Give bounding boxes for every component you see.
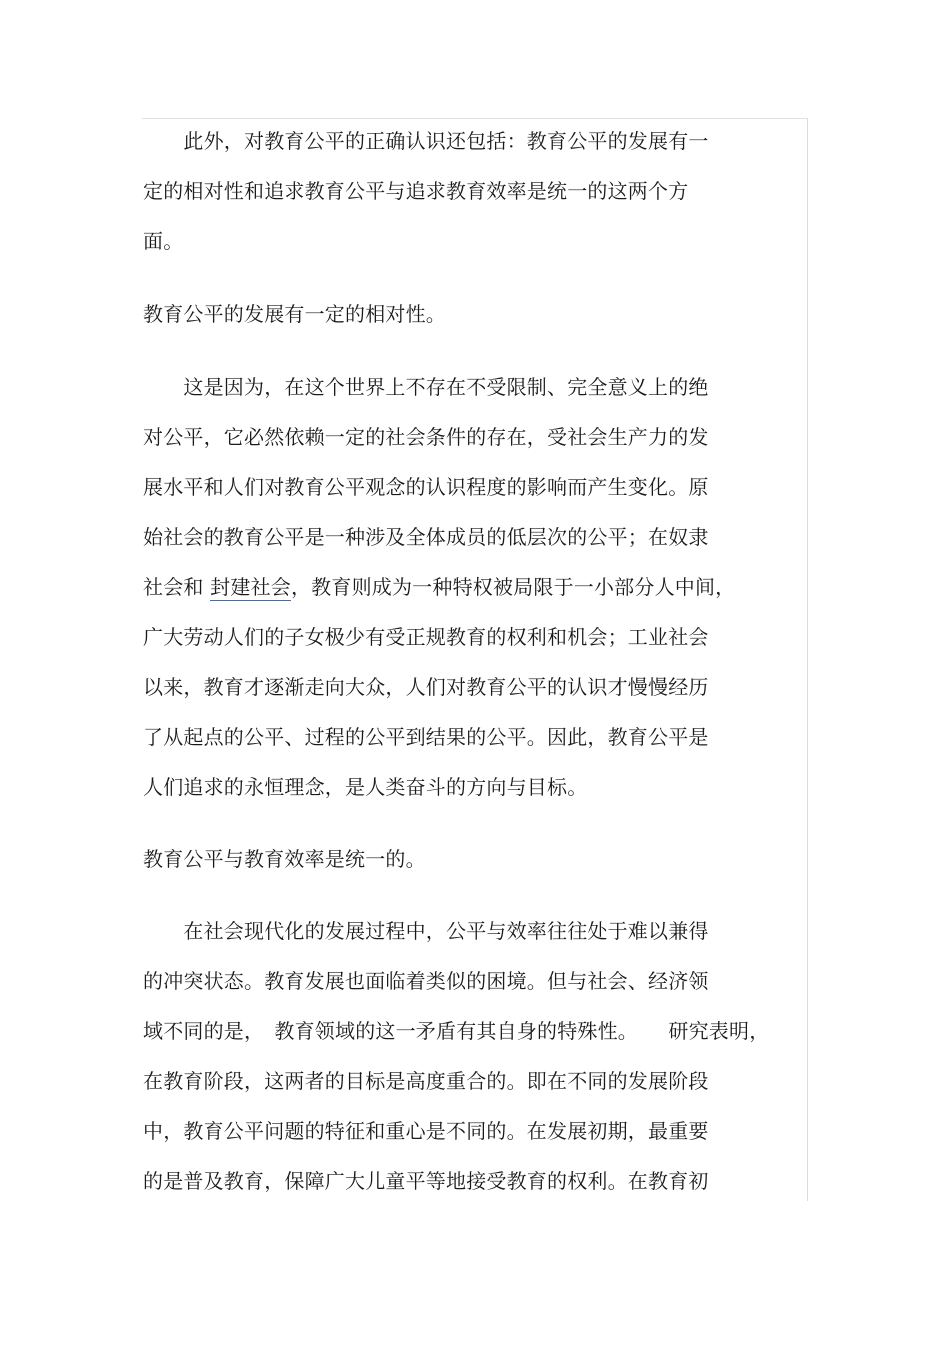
paragraph-3-line-4: 在教育阶段，这两者的目标是高度重合的。即在不同的发展阶段 [143, 1069, 709, 1093]
paragraph-1-line-3: 面。 [143, 229, 184, 253]
paragraph-3-line-5: 中，教育公平问题的特征和重心是不同的。在发展初期，最重要 [143, 1119, 709, 1143]
paragraph-3-line-3: 域不同的是， 教育领域的这一矛盾有其自身的特殊性。 研究表明， [143, 1019, 770, 1043]
paragraph-2-line-8: 了从起点的公平、过程的公平到结果的公平。因此，教育公平是 [143, 725, 709, 749]
paragraph-2-line-4: 始社会的教育公平是一种涉及全体成员的低层次的公平；在奴隶 [143, 525, 709, 549]
feudal-society-link[interactable]: 封建社会 [210, 575, 291, 599]
paragraph-2-line-9: 人们追求的永恒理念，是人类奋斗的方向与目标。 [143, 775, 588, 799]
paragraph-2-line-5 [143, 574, 735, 600]
section-heading-relativity: 教育公平的发展有一定的相对性。 [143, 302, 446, 326]
paragraph-2-line-7: 以来，教育才逐渐走向大众，人们对教育公平的认识才慢慢经历 [143, 675, 709, 699]
paragraph-1-line-1: 此外，对教育公平的正确认识还包括：教育公平的发展有一 [143, 129, 709, 153]
paragraph-2-line-2: 对公平，它必然依赖一定的社会条件的存在，受社会生产力的发 [143, 425, 709, 449]
paragraph-3-line-6: 的是普及教育，保障广大儿童平等地接受教育的权利。在教育初 [143, 1169, 709, 1193]
paragraph-2-line-5-start: 社会和 [143, 575, 204, 599]
paragraph-3-line-2: 的冲突状态。教育发展也面临着类似的困境。但与社会、经济领 [143, 969, 709, 993]
section-heading-unity: 教育公平与教育效率是统一的。 [143, 847, 426, 871]
paragraph-1-line-2: 定的相对性和追求教育公平与追求教育效率是统一的这两个方 [143, 179, 689, 203]
paragraph-2-line-3: 展水平和人们对教育公平观念的认识程度的影响而产生变化。原 [143, 475, 709, 499]
paragraph-2-line-5-end: ，教育则成为一种特权被局限于一小部分人中间， [290, 575, 736, 599]
paragraph-3-line-1: 在社会现代化的发展过程中，公平与效率往往处于难以兼得 [143, 919, 709, 943]
paragraph-2-line-6: 广大劳动人们的子女极少有受正规教育的权利和机会；工业社会 [143, 625, 709, 649]
paragraph-2-line-1: 这是因为，在这个世界上不存在不受限制、完全意义上的绝 [143, 375, 709, 399]
